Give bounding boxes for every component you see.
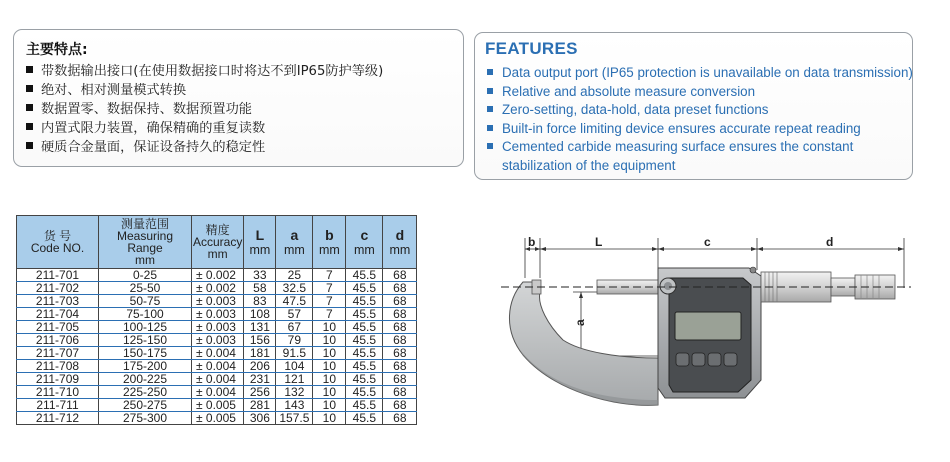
a-cell: 104 [276, 360, 313, 373]
accuracy-cell: ± 0.002 [192, 282, 244, 295]
d-cell: 68 [383, 386, 417, 399]
table-row [17, 334, 417, 347]
code-cell: 211-701 [17, 269, 99, 282]
square-bullet-icon [487, 143, 493, 149]
cn-features-list [26, 62, 383, 157]
L-cell: 58 [244, 282, 276, 295]
list-item: 绝对、相对测量模式转换 [26, 81, 383, 100]
square-bullet-icon [487, 125, 493, 131]
d-cell: 68 [383, 373, 417, 386]
lcd-screen [675, 312, 741, 340]
square-bullet-icon [487, 69, 493, 75]
d-cell: 68 [383, 269, 417, 282]
code-cell: 211-702 [17, 282, 99, 295]
table-row [17, 282, 417, 295]
square-bullet-icon [26, 85, 33, 92]
c-cell: 45.5 [346, 412, 383, 425]
c-cell: 45.5 [346, 282, 383, 295]
square-bullet-icon [26, 104, 33, 111]
list-item: Built-in force limiting device ensures accurate repeat reading [487, 120, 913, 139]
d-cell: 68 [383, 347, 417, 360]
range-cell: 100-125 [99, 321, 192, 334]
code-cell: 211-704 [17, 308, 99, 321]
en-features-list [487, 64, 913, 175]
header-a: a mm [276, 216, 313, 269]
button-2 [692, 353, 705, 366]
b-cell: 7 [313, 269, 346, 282]
square-bullet-icon [26, 66, 33, 73]
range-cell: 0-25 [99, 269, 192, 282]
en-features-title: FEATURES [485, 39, 578, 58]
code-cell: 211-710 [17, 386, 99, 399]
c-cell: 45.5 [346, 321, 383, 334]
a-cell: 143 [276, 399, 313, 412]
accuracy-cell: ± 0.004 [192, 386, 244, 399]
c-cell: 45.5 [346, 334, 383, 347]
code-cell: 211-706 [17, 334, 99, 347]
d-cell: 68 [383, 360, 417, 373]
table-header-row [17, 216, 417, 269]
range-cell: 225-250 [99, 386, 192, 399]
list-item: 数据置零、数据保持、数据预置功能 [26, 100, 383, 119]
c-cell: 45.5 [346, 308, 383, 321]
L-cell: 131 [244, 321, 276, 334]
list-item: 内置式限力装置，确保精确的重复读数 [26, 119, 383, 138]
accuracy-cell: ± 0.004 [192, 347, 244, 360]
micrometer-diagram [493, 230, 913, 452]
header-code: 货 号 Code NO. [17, 216, 99, 269]
a-cell: 157.5 [276, 412, 313, 425]
b-cell: 10 [313, 360, 346, 373]
list-item: Zero-setting, data-hold, data preset functions [487, 101, 913, 120]
table-row [17, 308, 417, 321]
header-accuracy: 精度 Accuracy mm [192, 216, 244, 269]
range-cell: 25-50 [99, 282, 192, 295]
a-cell: 47.5 [276, 295, 313, 308]
header-range: 测量范围 Measuring Range mm [99, 216, 192, 269]
accuracy-cell: ± 0.004 [192, 360, 244, 373]
range-cell: 200-225 [99, 373, 192, 386]
d-cell: 68 [383, 321, 417, 334]
range-cell: 250-275 [99, 399, 192, 412]
code-cell: 211-709 [17, 373, 99, 386]
d-cell: 68 [383, 412, 417, 425]
square-bullet-icon [26, 123, 33, 130]
list-item: 硬质合金量面，保证设备持久的稳定性 [26, 138, 383, 157]
range-cell: 275-300 [99, 412, 192, 425]
a-cell: 121 [276, 373, 313, 386]
L-cell: 231 [244, 373, 276, 386]
d-cell: 68 [383, 295, 417, 308]
b-cell: 10 [313, 334, 346, 347]
cn-features-title: 主要特点: [26, 42, 88, 58]
b-cell: 7 [313, 295, 346, 308]
a-cell: 132 [276, 386, 313, 399]
accuracy-cell: ± 0.003 [192, 295, 244, 308]
code-cell: 211-711 [17, 399, 99, 412]
a-cell: 79 [276, 334, 313, 347]
table-row [17, 412, 417, 425]
b-cell: 10 [313, 386, 346, 399]
table-row [17, 321, 417, 334]
code-cell: 211-703 [17, 295, 99, 308]
L-cell: 83 [244, 295, 276, 308]
range-cell: 150-175 [99, 347, 192, 360]
label-b: b [528, 235, 536, 249]
accuracy-cell: ± 0.002 [192, 269, 244, 282]
L-cell: 33 [244, 269, 276, 282]
a-cell: 57 [276, 308, 313, 321]
accuracy-cell: ± 0.005 [192, 399, 244, 412]
lock-knob-center [664, 282, 672, 290]
micrometer-frame [509, 282, 658, 405]
b-cell: 10 [313, 399, 346, 412]
d-cell: 68 [383, 282, 417, 295]
a-cell: 67 [276, 321, 313, 334]
c-cell: 45.5 [346, 373, 383, 386]
table-row [17, 373, 417, 386]
L-cell: 256 [244, 386, 276, 399]
b-cell: 7 [313, 282, 346, 295]
L-cell: 108 [244, 308, 276, 321]
c-cell: 45.5 [346, 399, 383, 412]
a-cell: 91.5 [276, 347, 313, 360]
a-cell: 25 [276, 269, 313, 282]
b-cell: 10 [313, 347, 346, 360]
cn-features-panel [13, 29, 464, 167]
L-cell: 281 [244, 399, 276, 412]
range-cell: 50-75 [99, 295, 192, 308]
code-cell: 211-707 [17, 347, 99, 360]
b-cell: 10 [313, 373, 346, 386]
accuracy-cell: ± 0.003 [192, 308, 244, 321]
range-cell: 175-200 [99, 360, 192, 373]
c-cell: 45.5 [346, 269, 383, 282]
spec-table-body [17, 269, 417, 425]
button-3 [708, 353, 721, 366]
square-bullet-icon [26, 142, 33, 149]
d-cell: 68 [383, 334, 417, 347]
a-cell: 32.5 [276, 282, 313, 295]
code-cell: 211-708 [17, 360, 99, 373]
table-row [17, 360, 417, 373]
label-L: L [595, 235, 603, 249]
b-cell: 10 [313, 321, 346, 334]
header-b: b mm [313, 216, 346, 269]
button-1 [676, 353, 689, 366]
header-d: d mm [383, 216, 417, 269]
L-cell: 206 [244, 360, 276, 373]
table-row [17, 386, 417, 399]
b-cell: 7 [313, 308, 346, 321]
range-cell: 75-100 [99, 308, 192, 321]
list-item: Data output port (IP65 protection is unavailable on data transmission) [487, 64, 913, 83]
table-row [17, 347, 417, 360]
list-item: Cemented carbide measuring surface ensures the constant [487, 138, 913, 157]
code-cell: 211-712 [17, 412, 99, 425]
header-L: L mm [244, 216, 276, 269]
table-row [17, 399, 417, 412]
label-d: d [826, 235, 834, 249]
spec-table [16, 215, 417, 425]
c-cell: 45.5 [346, 295, 383, 308]
accuracy-cell: ± 0.004 [192, 373, 244, 386]
label-a: a [573, 319, 587, 326]
L-cell: 306 [244, 412, 276, 425]
table-row [17, 295, 417, 308]
button-4 [724, 353, 737, 366]
header-c: c mm [346, 216, 383, 269]
list-item-continuation: stabilization of the equipment [502, 157, 676, 173]
code-cell: 211-705 [17, 321, 99, 334]
accuracy-cell: ± 0.003 [192, 321, 244, 334]
c-cell: 45.5 [346, 347, 383, 360]
c-cell: 45.5 [346, 360, 383, 373]
label-c: c [704, 235, 711, 249]
accuracy-cell: ± 0.005 [192, 412, 244, 425]
table-row [17, 269, 417, 282]
square-bullet-icon [487, 106, 493, 112]
d-cell: 68 [383, 399, 417, 412]
square-bullet-icon [487, 88, 493, 94]
L-cell: 156 [244, 334, 276, 347]
d-cell: 68 [383, 308, 417, 321]
b-cell: 10 [313, 412, 346, 425]
L-cell: 181 [244, 347, 276, 360]
c-cell: 45.5 [346, 386, 383, 399]
screw-icon [750, 267, 756, 273]
en-features-panel [474, 32, 913, 180]
range-cell: 125-150 [99, 334, 192, 347]
list-item: 带数据输出接口(在使用数据接口时将达不到IP65防护等级) [26, 62, 383, 81]
accuracy-cell: ± 0.003 [192, 334, 244, 347]
list-item: Relative and absolute measure conversion [487, 83, 913, 102]
